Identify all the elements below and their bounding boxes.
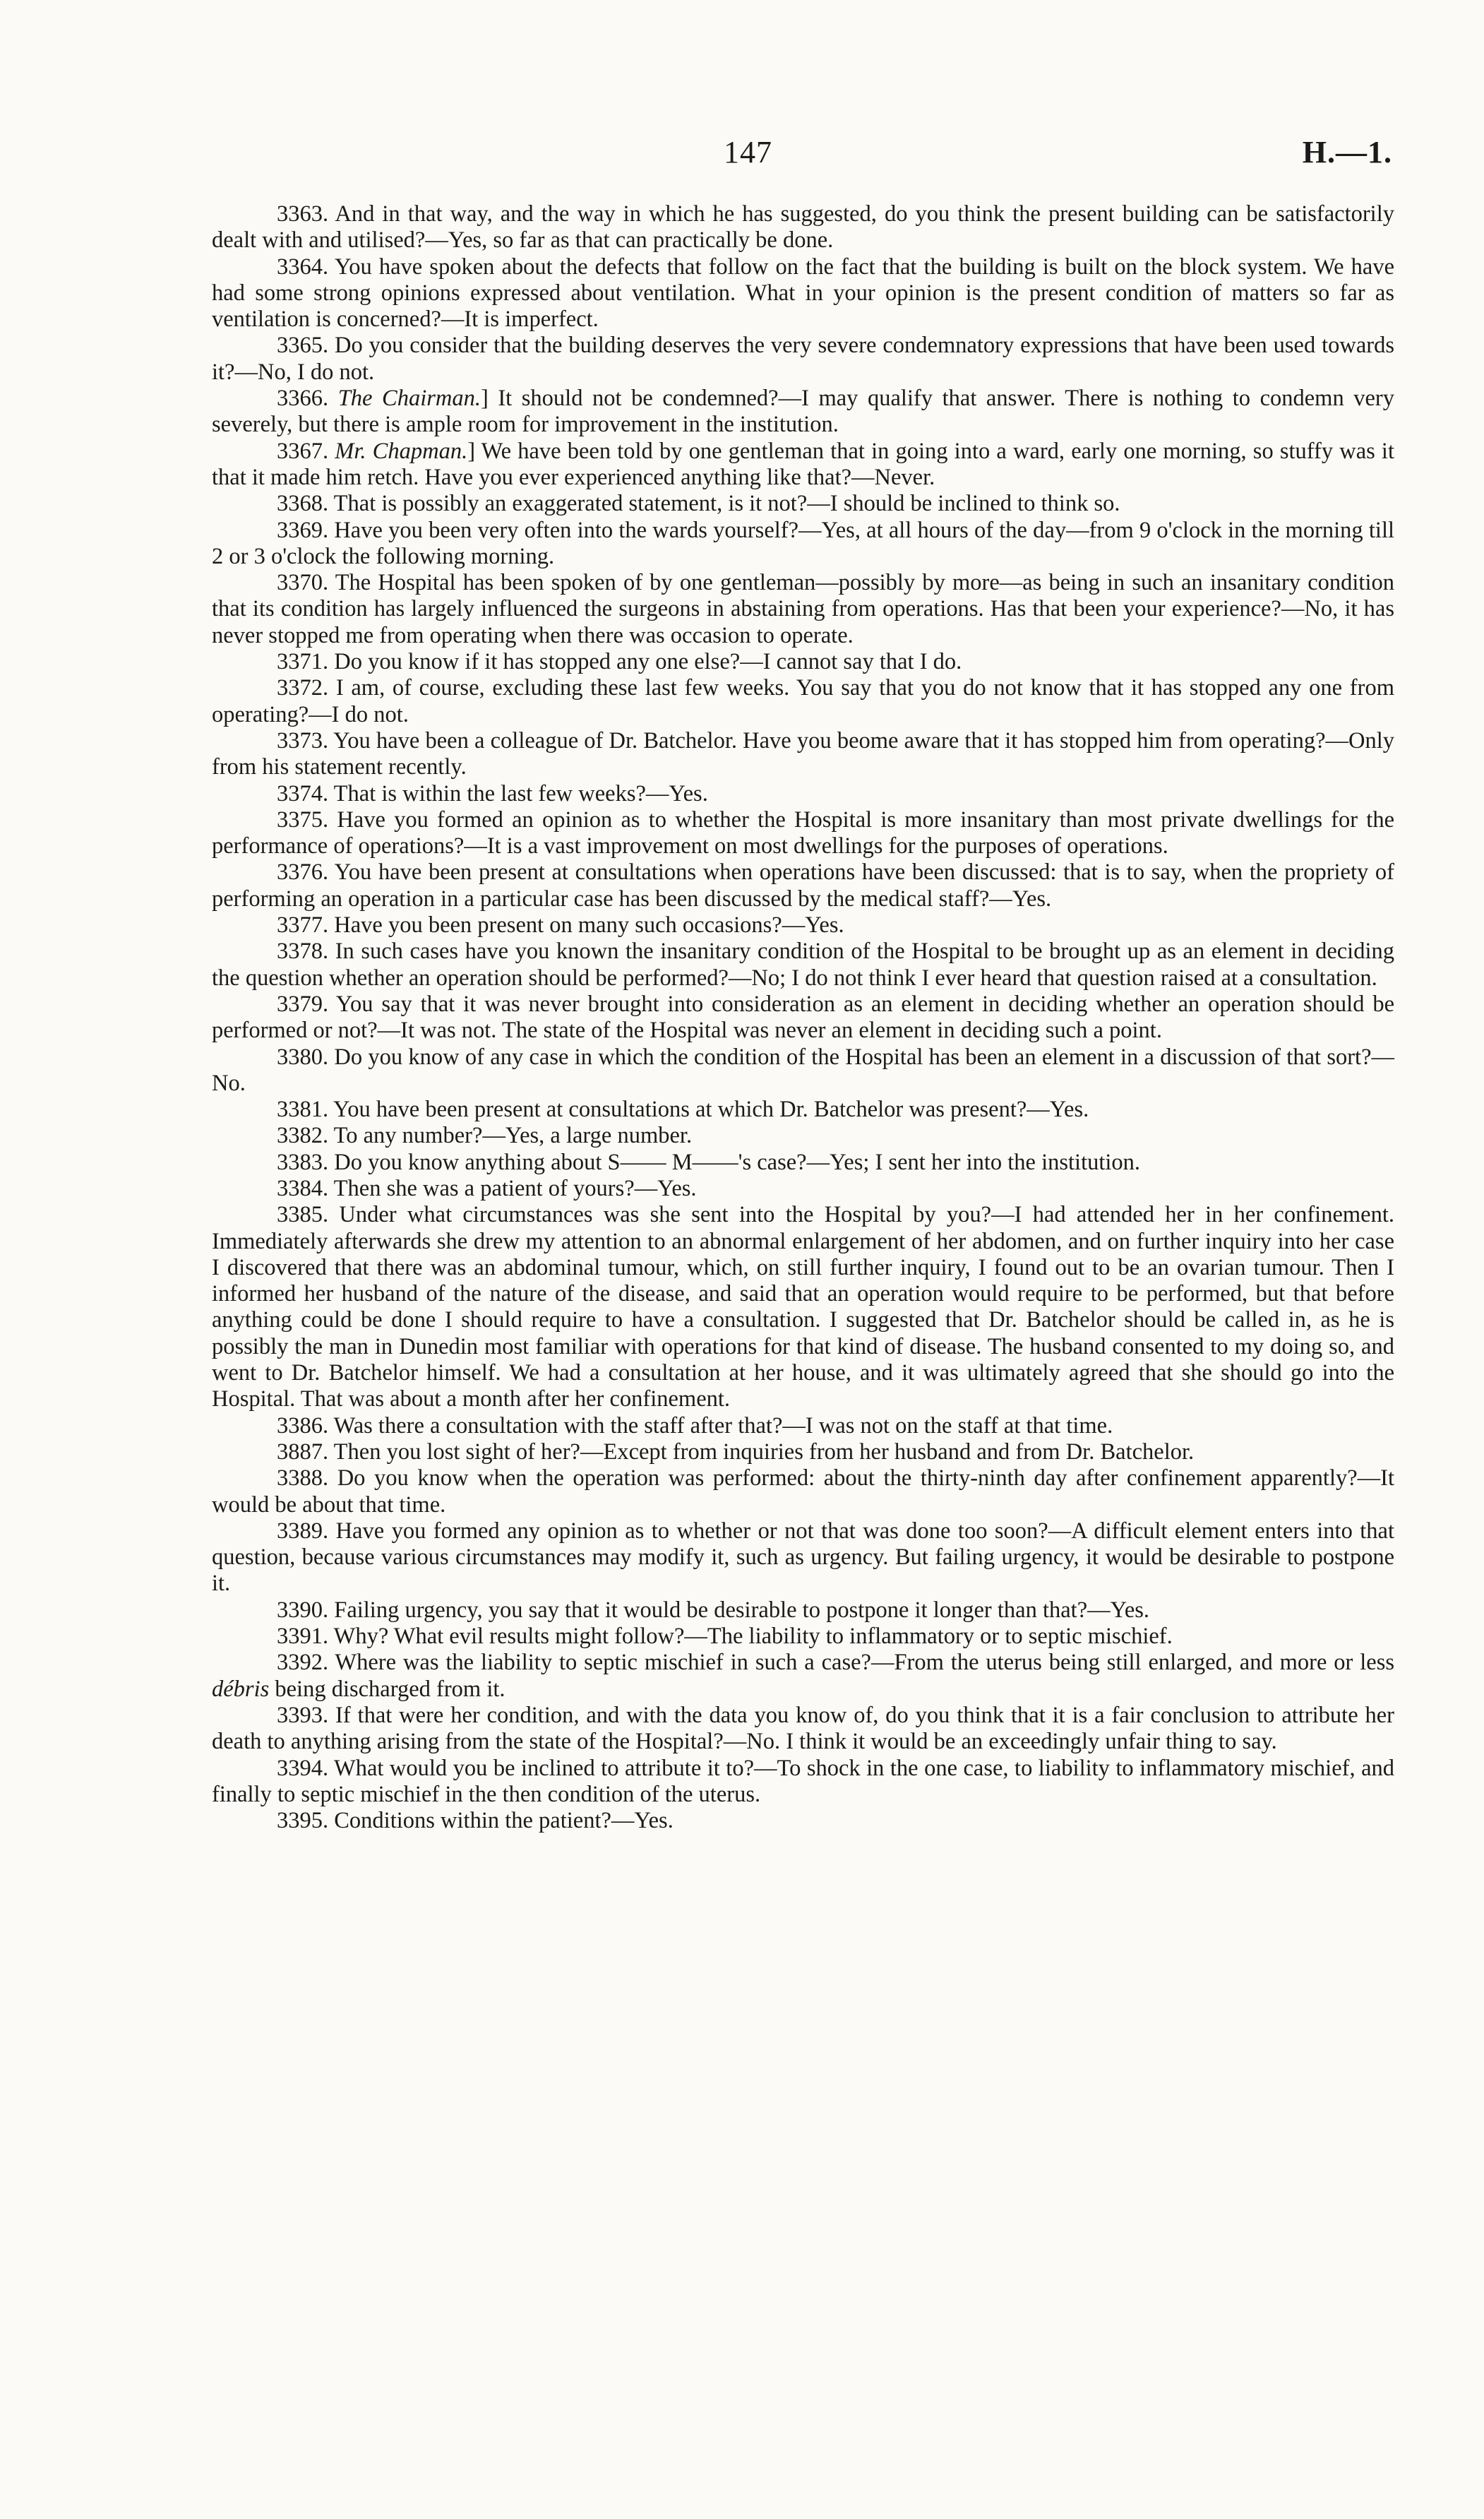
evidence-paragraph: 3383. Do you know anything about S—— M——'s case?—Yes; I sent her into the institution. bbox=[277, 1149, 1141, 1175]
evidence-paragraph: 3369. Have you been very often into the wards yourself?—Yes, at all hours of the day—from 9 o'clock in the morning till 2 or 3 o'clock the following morning. bbox=[212, 517, 1394, 569]
evidence-paragraph: 3371. Do you know if it has stopped any one else?—I cannot say that I do. bbox=[277, 649, 962, 675]
evidence-paragraph: 3377. Have you been present on many such occasions?—Yes. bbox=[277, 912, 844, 939]
evidence-paragraph: 3364. You have spoken about the defects that follow on the fact that the building is built on the block system. We have had some strong opinions expressed about ventilation. What in your opinion is the present condition of matters so far as ventilation is concerned?—It is imperfect. bbox=[212, 254, 1394, 333]
evidence-paragraph: 3391. Why? What evil results might follow?—The liability to inflammatory or to septic mischief. bbox=[277, 1624, 1173, 1650]
italic-text: The Chairman. bbox=[337, 386, 481, 412]
evidence-paragraph: 3394. What would you be inclined to attribute it to?—To shock in the one case, to liability to inflammatory mischief, and finally to septic mischief in the then condition of the uterus. bbox=[212, 1755, 1394, 1807]
evidence-paragraph: 3381. You have been present at consultations at which Dr. Batchelor was present?—Yes. bbox=[277, 1097, 1089, 1123]
evidence-paragraph: 3384. Then she was a patient of yours?—Yes. bbox=[277, 1175, 697, 1201]
evidence-paragraph: 3374. That is within the last few weeks?—Yes. bbox=[277, 780, 708, 806]
evidence-paragraph: 3368. That is possibly an exaggerated statement, is it not?—I should be inclined to think so. bbox=[277, 491, 1120, 517]
evidence-paragraph: 3395. Conditions within the patient?—Yes. bbox=[277, 1808, 674, 1834]
evidence-paragraph: 3382. To any number?—Yes, a large number. bbox=[277, 1123, 693, 1149]
evidence-paragraph bbox=[212, 1650, 1394, 1703]
evidence-text bbox=[212, 201, 1394, 1834]
page-header bbox=[212, 134, 1392, 177]
evidence-paragraph bbox=[212, 386, 1394, 439]
evidence-paragraph: 3372. I am, of course, excluding these last few weeks. You say that you do not know that it has stopped any one from operating?—I do not. bbox=[212, 675, 1394, 727]
evidence-paragraph: 3386. Was there a consultation with the staff after that?—I was not on the staff at that time. bbox=[277, 1412, 1113, 1439]
evidence-paragraph: 3380. Do you know of any case in which the condition of the Hospital has been an element in a discussion of that sort?—No. bbox=[212, 1044, 1394, 1096]
evidence-paragraph: 3365. Do you consider that the building deserves the very severe condemnatory expressions that have been used towards it?—No, I do not. bbox=[212, 333, 1394, 385]
evidence-paragraph: 3375. Have you formed an opinion as to whether the Hospital is more insanitary than most private dwellings for the performance of operations?—It is a vast improvement on most dwellings for the purposes of operations. bbox=[212, 806, 1394, 859]
evidence-paragraph: 3376. You have been present at consultations when operations have been discussed: that is to say, when the propriety of performing an operation in a particular case has been discussed by the medical staff?—Yes. bbox=[212, 859, 1394, 912]
evidence-paragraph: 3393. If that were her condition, and with the data you know of, do you think that it is a fair conclusion to attribute her death to anything arising from the state of the Hospital?—No. I think it would be an exceedingly unfair thing to say. bbox=[212, 1702, 1394, 1755]
page-number: 147 bbox=[724, 135, 772, 169]
evidence-paragraph: 3373. You have been a colleague of Dr. Batchelor. Have you beome aware that it has stopped him from operating?—Only from his statement recently. bbox=[212, 727, 1394, 780]
paragraph-text: 3367. bbox=[277, 438, 335, 464]
document-code: H.—1. bbox=[1302, 135, 1392, 169]
evidence-paragraph: 3388. Do you know when the operation was performed: about the thirty-ninth day after confinement apparently?—It would be about that time. bbox=[212, 1465, 1394, 1518]
evidence-paragraph: 3363. And in that way, and the way in which he has suggested, do you think the present building can be satisfactorily dealt with and utilised?—Yes, so far as that can practically be done. bbox=[212, 201, 1394, 254]
paragraph-text: 3392. Where was the liability to septic mischief in such a case?—From the uterus being still enlarged, and more or less bbox=[277, 1650, 1394, 1676]
italic-text: Mr. Chapman. bbox=[335, 438, 468, 464]
evidence-paragraph bbox=[212, 439, 1394, 492]
evidence-paragraph: 3389. Have you formed any opinion as to whether or not that was done too soon?—A difficult element enters into that question, because various circumstances may modify it, such as urgency. But failing urgency, it would be desirable to postpone it. bbox=[212, 1518, 1394, 1597]
paragraph-text: ] We have been told by one gentleman that in going into a ward, early one morning, so stuffy was it that it made him retch. Have you ever experienced anything like that?—Never. bbox=[212, 438, 1394, 490]
evidence-paragraph: 3370. The Hospital has been spoken of by one gentleman—possibly by more—as being in such an insanitary condition that its condition has largely influenced the surgeons in abstaining from operations. Has that been your experience?—No, it has never stopped me from operating when there was occasion to operate. bbox=[212, 570, 1394, 648]
evidence-paragraph: 3390. Failing urgency, you say that it would be desirable to postpone it longer than that?—Yes. bbox=[277, 1597, 1150, 1623]
evidence-paragraph: 3378. In such cases have you known the insanitary condition of the Hospital to be brought up as an element in deciding the question whether an operation should be performed?—No; I do not think I ever heard that question raised at a consultation. bbox=[212, 939, 1394, 991]
italic-text: débris bbox=[212, 1676, 270, 1702]
paragraph-text: being discharged from it. bbox=[269, 1676, 505, 1702]
evidence-paragraph: 3379. You say that it was never brought into consideration as an element in deciding whether an operation should be performed or not?—It was not. The state of the Hospital was never an element in deciding such a point. bbox=[212, 991, 1394, 1044]
evidence-paragraph: 3887. Then you lost sight of her?—Except from inquiries from her husband and from Dr. Batchelor. bbox=[277, 1439, 1195, 1465]
paragraph-text: ] It should not be condemned?—I may qualify that answer. There is nothing to condemn very severely, but there is ample room for improvement in the institution. bbox=[212, 386, 1395, 438]
evidence-paragraph: 3385. Under what circumstances was she sent into the Hospital by you?—I had attended her in her confinement. Immediately afterwards she drew my attention to an abnormal enlargement of her abdomen, and on further inquiry into her case I discovered that there was an abdominal tumour, which, on still further inquiry, I found out to be an ovarian tumour. Then I informed her husband of the nature of the disease, and said that an operation would require to be performed, but that before anything could be done I should require to have a consultation. I suggested that Dr. Batchelor should be called in, as he is possibly the man in Dunedin most familiar with operations for that kind of disease. The husband consented to my doing so, and went to Dr. Batchelor himself. We had a consultation at her house, and it was ultimately agreed that she should go into the Hospital. That was about a month after her confinement. bbox=[212, 1202, 1394, 1412]
paragraph-text: 3366. bbox=[277, 386, 338, 412]
